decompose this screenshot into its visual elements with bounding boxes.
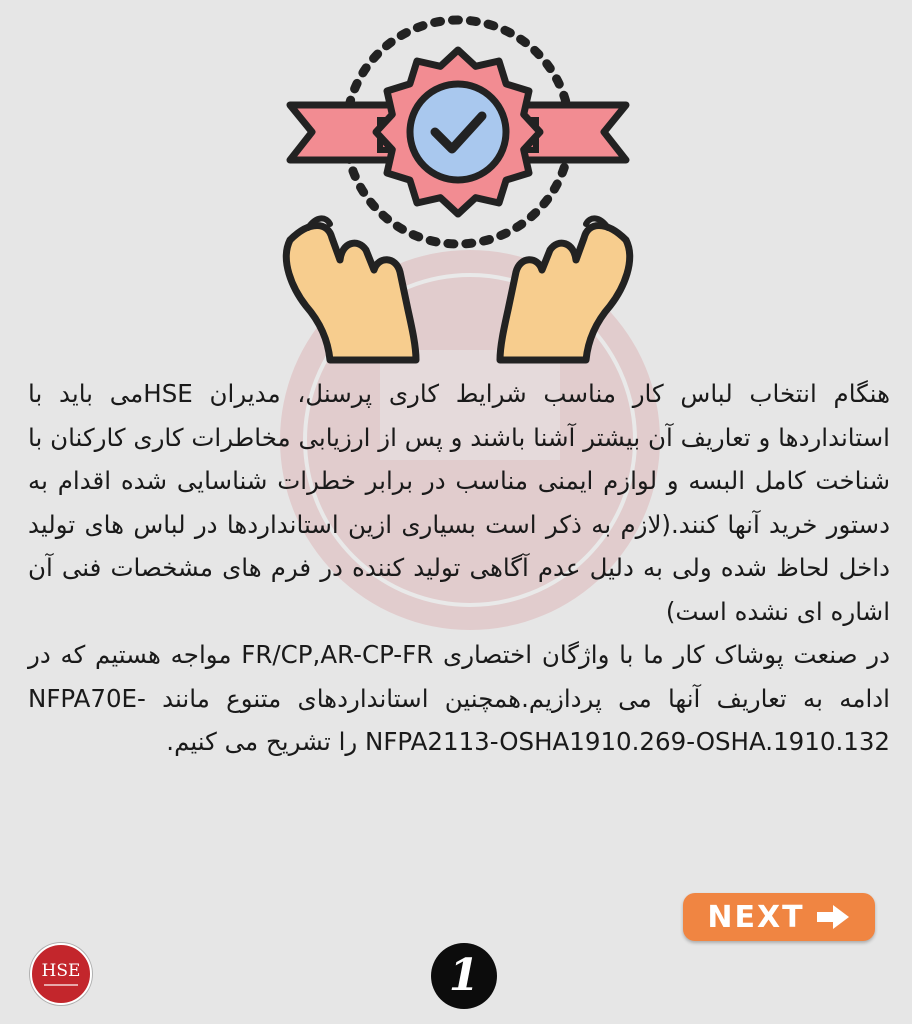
award-badge-in-hands-icon (270, 10, 650, 370)
hse-logo (30, 943, 92, 1005)
page-number: 1 (448, 950, 480, 1001)
hse-logo-underline (44, 984, 78, 986)
article-body (28, 372, 890, 764)
next-button-label: NEXT (707, 899, 805, 935)
page-number-badge (431, 943, 497, 1009)
article-paragraph-1: هنگام انتخاب لباس کار مناسب شرایط کاری پرسنل، مدیران HSEمی باید با استانداردها و تعاریف آن بیشتر آشنا باشند و پس از ارزیابی مخاطرات کاری کارکنان با شناخت کامل البسه و لوازم ایمنی مناسب در برابر خطرات شناسایی شده اقدام به دستور خرید آنها کنند.(لازم به ذکر است بسیاری ازین استانداردها در لباس های تولید داخل لحاظ شده ولی به دلیل عدم آگاهی تولید کننده در فرم های مشخصات فنی آن اشاره ای نشده است) (28, 379, 890, 626)
arrow-right-icon (815, 904, 851, 930)
hse-logo-text: HSE (41, 961, 81, 981)
article-paragraph-2: در صنعت پوشاک کار ما با واژگان اختصاری FR/CP,AR-CP-FR مواجه هستیم که در ادامه به تعاریف آنها می پردازیم.همچنین استانداردهای متنوع مانند NFPA70E-NFPA2113-OSHA1910.269-OSHA.1910.132 را تشریح می کنیم. (28, 640, 890, 756)
next-button[interactable] (683, 893, 875, 941)
